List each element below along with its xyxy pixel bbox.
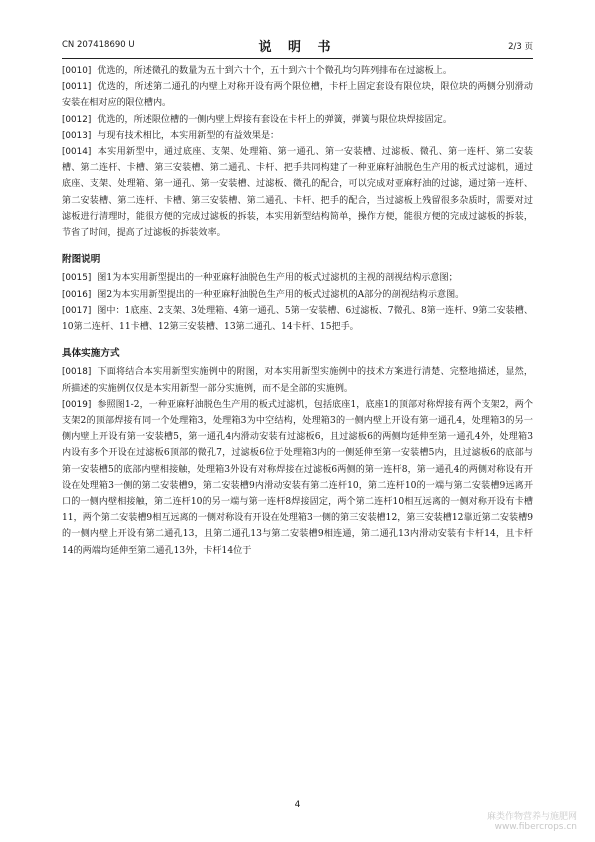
header-divider [62,58,533,59]
watermark [487,809,577,832]
paragraph-number: [0013] [62,130,92,141]
paragraph [62,144,533,241]
paragraph [62,364,533,396]
paragraph-number: [0016] [62,289,92,300]
paragraph-text: 与现有技术相比，本实用新型的有益效果是： [97,130,280,141]
paragraph [62,303,533,335]
document-body [62,63,533,559]
paragraph-text: 优选的，所述第二通孔的内壁上对称开设有两个限位槽，卡杆上固定套设有限位块，限位块的两侧分别滑动安装在相对应的限位槽内。 [62,82,533,109]
page-number: 4 [294,800,301,810]
page-indicator: 2/3 页 [508,42,533,52]
paragraph-number: [0011] [62,82,92,93]
paragraph-text: 图1为本实用新型提出的一种亚麻籽油脱色生产用的板式过滤机的主视的剖视结构示意图； [97,273,458,284]
watermark-url: www.fibercrops.cn [494,822,577,832]
paragraph [62,270,533,286]
paragraph [62,128,533,144]
paragraph-text: 下面将结合本实用新型实施例中的附图，对本实用新型实施例中的技术方案进行清楚、完整地描述，显然，所描述的实施例仅仅是本实用新型一部分实施例，而不是全部的实施例。 [62,367,533,394]
paragraph [62,63,533,79]
paragraph-text: 优选的，所述限位槽的一侧内壁上焊接有套设在卡杆上的弹簧，弹簧与限位块焊接固定。 [97,114,452,125]
paragraph-text: 本实用新型中，通过底座、支架、处理箱、第一通孔、第一安装槽、过滤板、微孔、第一连杆、第二安装槽、第二连杆、卡槽、第三安装槽、第二通孔、卡杆、把手共同构建了一种亚麻籽油脱色生产用的板式过滤机，通过底座、支架、处理箱、第一通孔、第一安装槽、过滤板、微孔的配合，可以完成对亚麻籽油的过滤，通过第一连杆、第二安装槽、第二连杆、卡槽、第三安装槽、第二通孔、卡杆、把手的配合，当过滤板上残留很多杂质时，需要对过滤板进行清理时，能很方便的完成过滤板的拆装，本实用新型结构简单，操作方便，能很方便的完成过滤板的拆装，节省了时间，提高了过滤板的拆装效率。 [62,147,533,239]
watermark-site-name: 麻类作物营养与施肥网 [486,812,577,822]
paragraph-number: [0015] [62,273,92,284]
paragraph-number: [0017] [62,305,92,316]
paragraph-number: [0014] [62,147,92,158]
paragraph [62,287,533,303]
paragraph-number: [0019] [62,399,92,410]
document-title: 说 明 书 [258,40,337,55]
paragraph-text: 图中：1底座、2支架、3处理箱、4第一通孔、5第一安装槽、6过滤板、7微孔、8第一连杆、9第二安装槽、10第二连杆、11卡槽、12第三安装槽、13第二通孔、14卡杆、15把手。 [62,305,533,333]
paragraph-text: 图2为本实用新型提出的一种亚麻籽油脱色生产用的板式过滤机的A部分的剖视结构示意图。 [97,289,465,300]
section-title-embodiment: 具体实施方式 [62,348,120,360]
paragraph-text: 优选的，所述微孔的数量为五十到六十个，五十到六十个微孔均匀阵列排布在过滤板上。 [97,66,452,76]
paragraph [62,397,533,559]
section-title-figures: 附图说明 [62,254,101,266]
document-id: CN 207418690 U [62,40,135,50]
paragraph-text: 参照图1-2，一种亚麻籽油脱色生产用的板式过滤机，包括底座1，底座1的顶部对称焊接有两个支架2，两个支架2的顶部焊接有同一个处理箱3，处理箱3为中空结构，处理箱3的一侧内壁上开设有第一通孔4，处理箱3的另一侧内壁上开设有第一安装槽5，第一通孔4内滑动安装有过滤板6，且过滤板6的两侧均延伸至第一通孔4外，处理箱3内设有多个开设在过滤板6顶部的微孔7，过滤板6位于处理箱3内的一侧延伸至第一安装槽5内，且过滤板6的底部与第一安装槽5的底部内壁相接触，处理箱3外设有对称焊接在过滤板6两侧的第一连杆8，第一通孔4的两侧对称设有开设在处理箱3一侧的第二安装槽9，第二安装槽9内滑动安装有第二连杆10，第二连杆10的一端与第二安装槽9远离开口的一侧内壁相接触，第二连杆10的另一端与第一连杆8焊接固定，两个第二连杆10相互远离的一侧对称开设有卡槽11，两个第二安装槽9相互远离的一侧对称设有开设在处理箱3一侧的第三安装槽12，第三安装槽12靠近第二安装槽9的一侧内壁上开设有第二通孔13，且第二通孔13与第二安装槽9相连通，第二通孔13内滑动安装有卡杆14，且卡杆14的两端均延伸至第二通孔13外，卡杆14位于 [62,399,533,556]
paragraph [62,79,533,111]
paragraph-number: [0012] [62,114,92,125]
page-header [62,36,533,56]
paragraph-number: [0018] [62,367,92,378]
paragraph-number: [0010] [62,66,92,76]
paragraph [62,112,533,128]
